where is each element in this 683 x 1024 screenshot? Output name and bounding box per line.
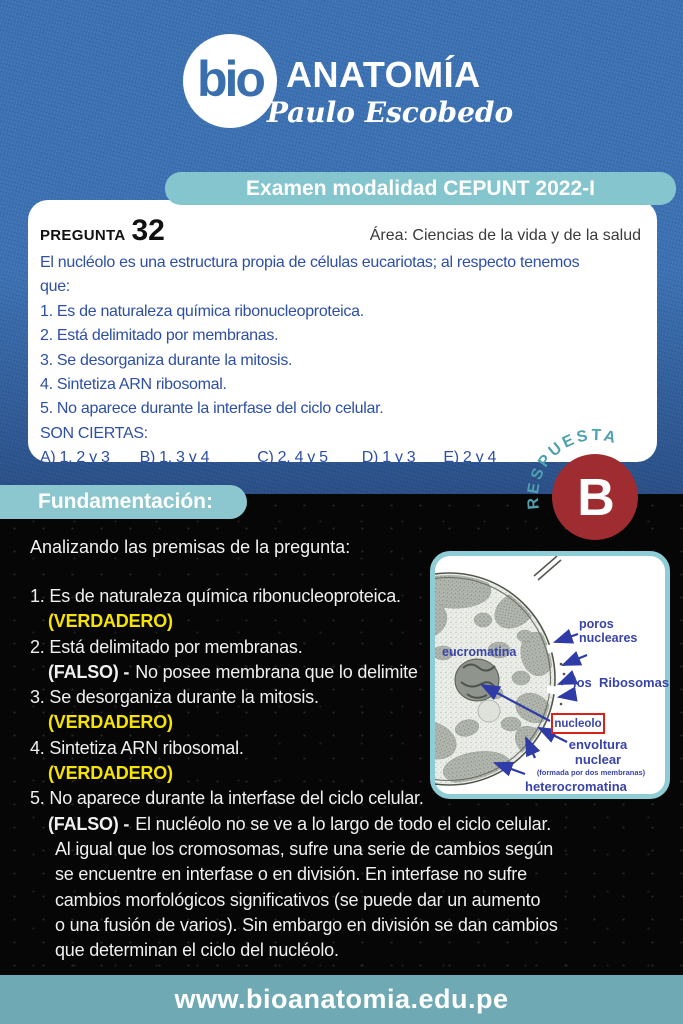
question-item: 3. Se desorganiza durante la mitosis. xyxy=(40,351,293,369)
premise-verdict: (VERDADERO) xyxy=(48,763,173,784)
question-intro-line: El nucléolo es una estructura propia de células eucariotas; al respecto tenemos xyxy=(40,254,580,271)
option-b: B) 1, 3 y 4 xyxy=(139,449,210,467)
label-eucromatina: eucromatina xyxy=(442,645,517,659)
question-prompt: SON CIERTAS: xyxy=(40,424,148,442)
option-e: E) 2 y 4 xyxy=(443,449,497,467)
premise-note-line: o una fusión de varios). Sin embargo en división se dan cambios xyxy=(55,914,558,935)
label-heterocromatina: heterocromatina xyxy=(525,779,627,794)
question-card xyxy=(28,200,657,467)
label-nucleolo: nucleolo xyxy=(554,717,602,730)
fundamentacion-banner: Fundamentación: xyxy=(0,485,247,519)
premise-note-line: cambios morfológicos significativos (se puede dar un aumento xyxy=(55,889,541,910)
label-ribosomas: los Ribosomas xyxy=(573,675,670,690)
premise-text: 4. Sintetiza ARN ribosomal. xyxy=(30,737,244,758)
label-membranas: (formada por dos membranas) xyxy=(536,768,646,777)
question-label: PREGUNTA xyxy=(40,227,126,244)
label-poros-nucleares: poros nucleares xyxy=(579,617,638,645)
premise-verdict: (VERDADERO) xyxy=(48,712,173,733)
fundamentacion-lead: Analizando las premisas de la pregunta: xyxy=(30,537,351,557)
nucleus-diagram xyxy=(430,551,670,799)
option-d: D) 1 y 3 xyxy=(361,449,416,467)
premise-text: 5. No aparece durante la interfase del ciclo celular. xyxy=(30,788,424,809)
premise-note-line: se encuentre en interfase o en división. En interfase no sufre xyxy=(55,864,527,885)
premise-verdict: (VERDADERO) xyxy=(48,611,173,632)
exam-banner: Examen modalidad CEPUNT 2022-I xyxy=(165,172,676,205)
premise-note-line: Al igual que los cromosomas, sufre una serie de cambios según xyxy=(55,838,554,859)
question-number: 32 xyxy=(131,214,165,247)
answer-badge xyxy=(515,425,683,585)
premise-text: 3. Se desorganiza durante la mitosis. xyxy=(30,687,319,708)
respuesta-curved-text: RESPUESTA xyxy=(524,426,621,511)
question-label-group xyxy=(40,214,165,248)
logo-bio-text: bio xyxy=(197,51,263,107)
question-intro-line: que: xyxy=(40,278,70,296)
nucleolo-highlight-box xyxy=(551,713,605,734)
question-area: Área: Ciencias de la vida y de la salud xyxy=(369,227,641,244)
question-header xyxy=(40,214,645,248)
option-a: A) 1, 2 y 3 xyxy=(40,449,110,467)
answer-letter: B xyxy=(577,469,615,527)
question-item: 1. Es de naturaleza química ribonucleoproteica. xyxy=(40,302,364,320)
question-item: 5. No aparece durante la interfase del ciclo celular. xyxy=(40,400,384,418)
premise-verdict: (FALSO) - No posee membrana que lo delimite xyxy=(48,661,418,682)
logo-brand-text: ANATOMÍA xyxy=(286,54,481,95)
label-envoltura-nuclear: envoltura nuclear xyxy=(568,737,628,767)
question-item: 2. Está delimitado por membranas. xyxy=(40,327,279,345)
premise-note-line: que determinan el ciclo del nucléolo. xyxy=(55,940,339,961)
premise-verdict: (FALSO) - El nucléolo no se ve a lo largo de todo el ciclo celular. xyxy=(48,813,552,834)
footer-url[interactable]: www.bioanatomia.edu.pe xyxy=(174,984,509,1014)
footer-bar xyxy=(0,975,683,1024)
premise-text: 1. Es de naturaleza química ribonucleoproteica. xyxy=(30,586,401,606)
premise-text: 2. Está delimitado por membranas. xyxy=(30,636,303,657)
option-c: C) 2, 4 y 5 xyxy=(257,449,328,467)
logo-author-text: Paulo Escobedo xyxy=(266,96,514,129)
question-item: 4. Sintetiza ARN ribosomal. xyxy=(40,376,227,394)
